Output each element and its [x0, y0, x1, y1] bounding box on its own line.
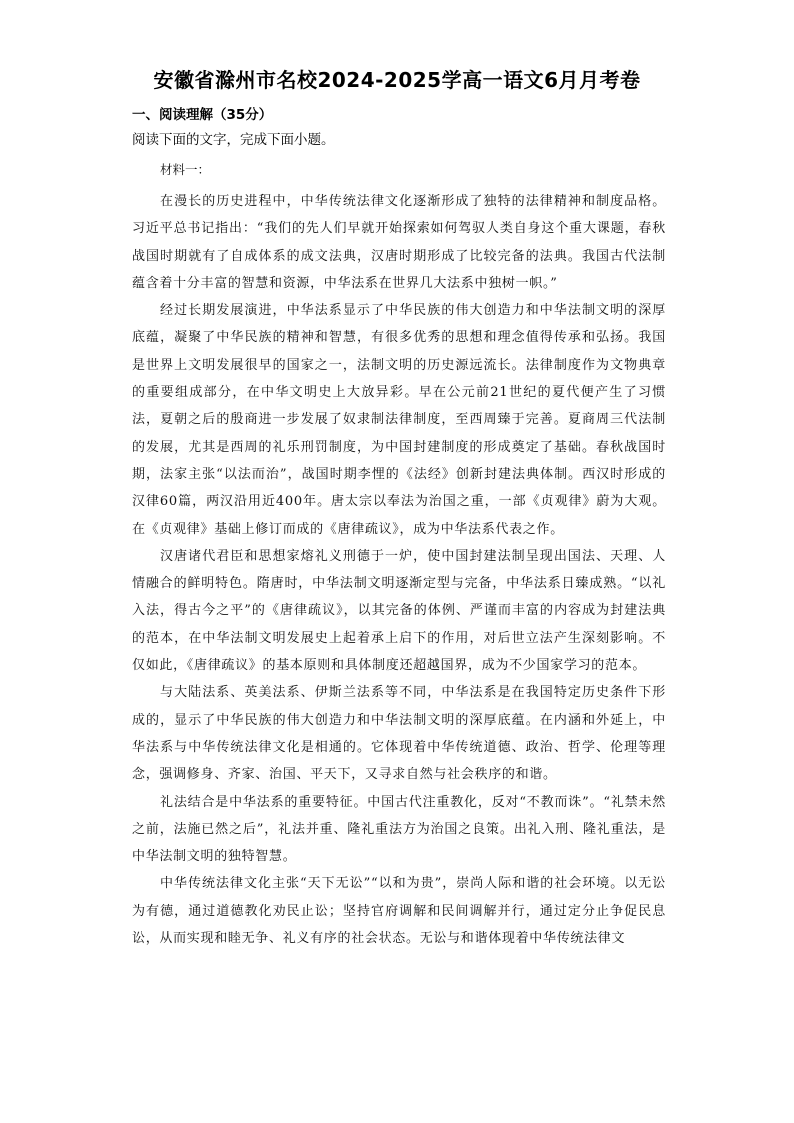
reading-instruction: 阅读下面的文字，完成下面小题。: [132, 132, 335, 148]
passage-paragraph-3: 汉唐诸代君臣和思想家熔礼义刑德于一炉，使中国封建法制呈现出国法、天理、人情融合的鲜明特色。隋唐时，中华法制文明逐渐定型与完备，中华法系日臻成熟。“以礼入法，得古今之平”的《唐律疏议》，以其完备的体例、严谨而丰富的内容成为封建法典的范本，在中华法制文明发展史上起着承上启下的作用，对后世立法产生深刻影响。不仅如此，《唐律疏议》的基本原则和具体制度还超越国界，成为不少国家学习的范本。: [132, 548, 666, 674]
page-title: 安徽省滁州市名校2024-2025学高一语文6月月考卷: [153, 68, 641, 92]
passage-paragraph-4: 与大陆法系、英美法系、伊斯兰法系等不同，中华法系是在我国特定历史条件下形成的，显示了中华民族的伟大创造力和中华法制文明的深厚底蕴。在内涵和外延上，中华法系与中华传统法律文化是相通的。它体现着中华传统道德、政治、哲学、伦理等理念，强调修身、齐家、治国、平天下，又寻求自然与社会秩序的和谐。: [132, 685, 666, 783]
section-heading: 一、阅读理解（35分）: [132, 107, 273, 123]
material-label: 材料一：: [160, 162, 211, 177]
reading-passage: [132, 188, 666, 952]
passage-paragraph-1: 在漫长的历史进程中，中华传统法律文化逐渐形成了独特的法律精神和制度品格。习近平总书记指出：“我们的先人们早就开始探索如何驾驭人类自身这个重大课题，春秋战国时期就有了自成体系的成文法典，汉唐时期形成了比较完备的法典。我国古代法制蕴含着十分丰富的智慧和资源，中华法系在世界几大法系中独树一帜。”: [132, 194, 666, 291]
passage-paragraph-2: 经过长期发展演进，中华法系显示了中华民族的伟大创造力和中华法制文明的深厚底蕴，凝聚了中华民族的精神和智慧，有很多优秀的思想和理念值得传承和弘扬。我国是世界上文明发展很早的国家之一，法制文明的历史源远流长。法律制度作为文物典章的重要组成部分，在中华文明史上大放异彩。早在公元前21世纪的夏代便产生了习惯法，夏朝之后的殷商进一步发展了奴隶制法律制度，至西周臻于完善。夏商周三代法制的发展，尤其是西周的礼乐刑罚制度，为中国封建制度的形成奠定了基础。春秋战国时期，法家主张“以法而治”，战国时期李悝的《法经》创新封建法典体制。西汉时形成的汉律60篇，两汉沿用近400年。唐太宗以奉法为治国之重，一部《贞观律》蔚为大观。在《贞观律》基础上修订而成的《唐律疏议》，成为中华法系代表之作。: [132, 303, 666, 537]
passage-paragraph-6: 中华传统法律文化主张“天下无讼”“以和为贵”，崇尚人际和谐的社会环境。以无讼为有德，通过道德教化劝民止讼；坚持官府调解和民间调解并行，通过定分止争促民息讼，从而实现和睦无争、礼义有序的社会状态。无讼与和谐体现着中华传统法律文: [132, 876, 666, 947]
passage-paragraph-5: 礼法结合是中华法系的重要特征。中国古代注重教化，反对“不教而诛”。“礼禁未然之前，法施已然之后”，礼法并重、隆礼重法方为治国之良策。出礼入刑、隆礼重法，是中华法制文明的独特智慧。: [132, 794, 666, 865]
